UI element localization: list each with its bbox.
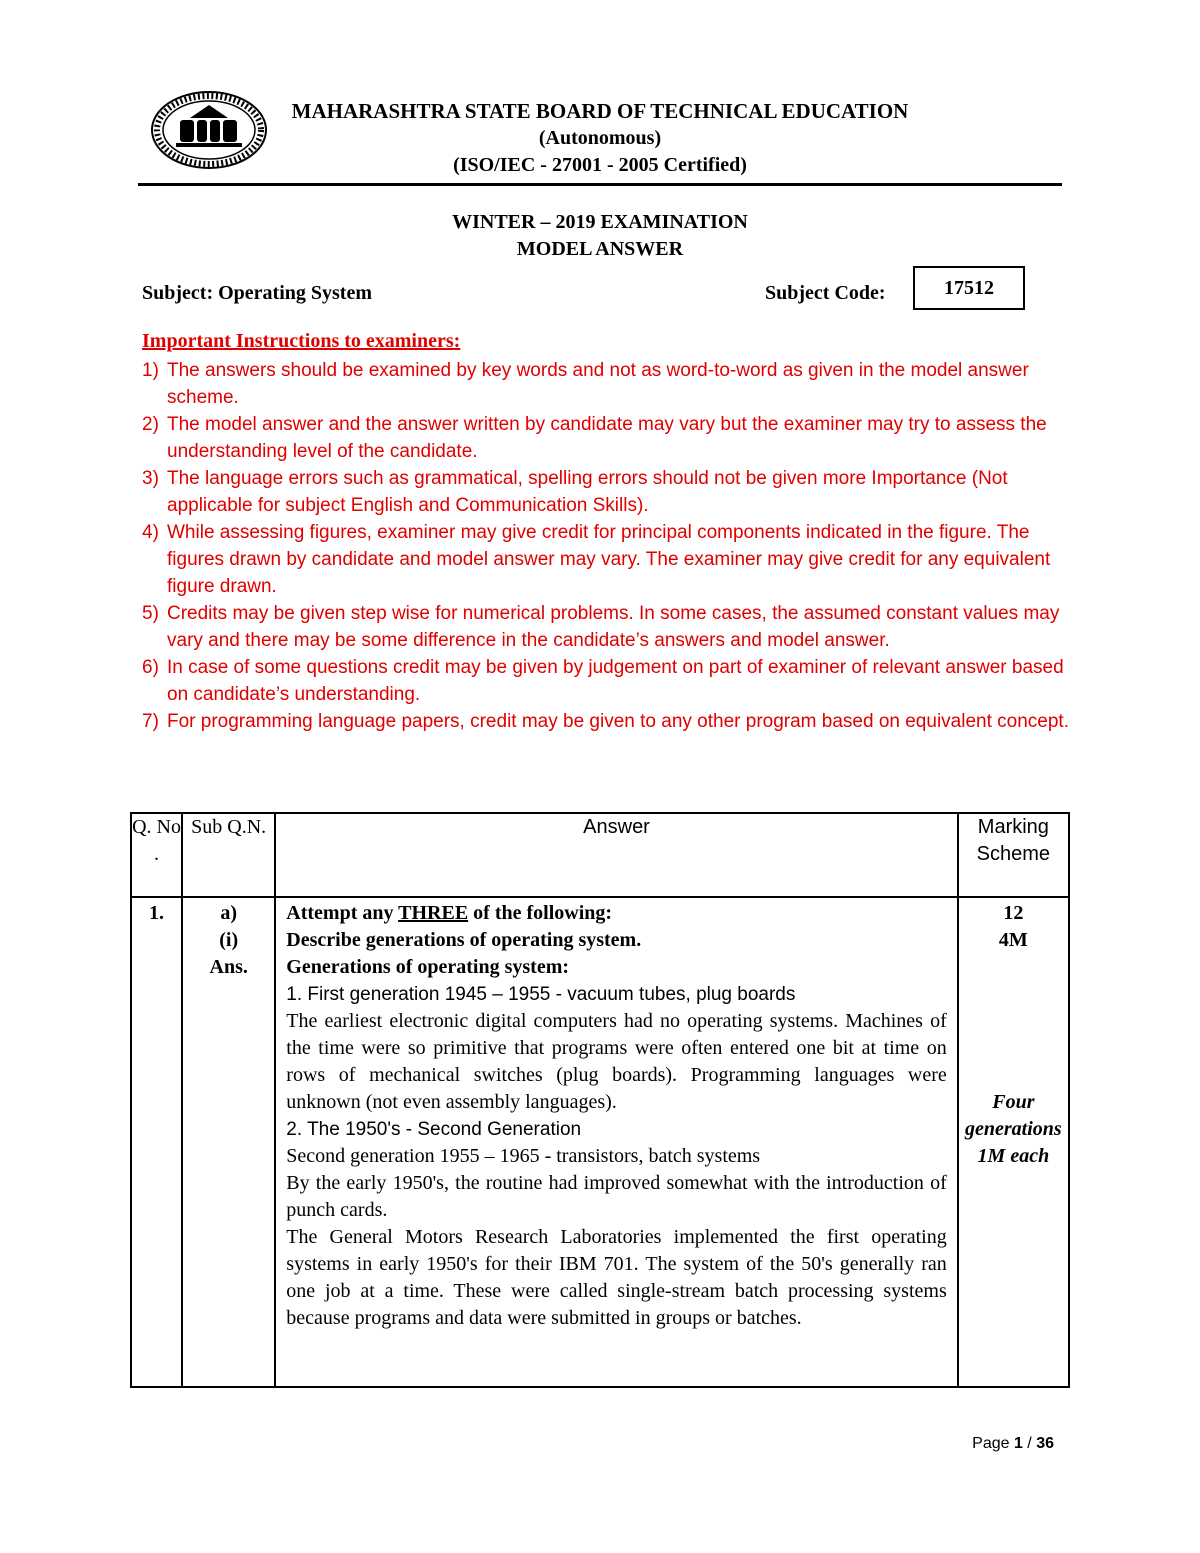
exam-title: WINTER – 2019 EXAMINATION <box>452 211 748 233</box>
exam-subtitle: MODEL ANSWER <box>516 238 684 260</box>
ans-label: Ans. <box>209 956 248 978</box>
instructions-title: Important Instructions to examiners: <box>142 330 461 352</box>
generation-2: 2. The 1950's - Second Generation <box>286 1119 582 1140</box>
generation-2-line: Second generation 1955 – 1965 - transistors, batch systems <box>286 1145 761 1167</box>
answer-heading: Generations of operating system: <box>286 956 570 978</box>
sub-label-a: a) <box>220 902 238 924</box>
instruction-item: 4) While assessing figures, examiner may give credit for principal components indicated in the figure. The figures drawn by candidate and model answer may vary. The examiner may give credit for any equivalent figure drawn. <box>142 522 1051 597</box>
board-logo <box>150 90 268 170</box>
total-marks: 12 <box>1003 902 1024 924</box>
page-total: 36 <box>1036 1435 1054 1452</box>
answer-cell <box>275 897 957 1387</box>
table-row <box>131 897 1069 1387</box>
header-divider <box>138 183 1062 186</box>
instructions-list <box>142 357 1072 735</box>
page-number: 1 <box>1013 1435 1023 1452</box>
sub-label-i: (i) <box>219 929 239 951</box>
answer-paragraph: The General Motors Research Laboratories implemented the first operating systems in early 1950's for their IBM 701. The system of the 50's generally ran one job at a time. These were called single-stream batch processing systems because programs and data were submitted in groups or batches. <box>286 1226 947 1329</box>
instruction-item: 5) Credits may be given step wise for numerical problems. In some cases, the assumed constant values may vary and there may be some difference in the candidate’s answers and model answer. <box>142 603 1060 651</box>
autonomous-label: (Autonomous) <box>538 127 662 149</box>
header-subqn: Sub Q.N. <box>182 813 275 897</box>
answer-paragraph: By the early 1950's, the routine had improved somewhat with the introduction of punch cards. <box>286 1172 947 1221</box>
subject-code-label: Subject Code: <box>765 282 886 304</box>
question-marks: 4M <box>998 929 1028 951</box>
subject-code-box: 17512 <box>913 266 1025 310</box>
subject-name: Subject: Operating System <box>142 282 372 304</box>
header-qno: Q. No . <box>131 813 182 897</box>
instruction-item: 1) The answers should be examined by key words and not as word-to-word as given in the model answer scheme. <box>142 360 1029 408</box>
marking-cell <box>958 897 1069 1387</box>
instruction-item: 3) The language errors such as grammatical, spelling errors should not be given more Importance (Not applicable for subject English and Communication Skills). <box>142 468 1008 516</box>
institution-name: MAHARASHTRA STATE BOARD OF TECHNICAL EDUCATION <box>291 99 909 123</box>
exam-heading <box>0 209 1200 263</box>
institution-header <box>270 98 930 179</box>
attempt-instruction: Attempt any THREE of the following: <box>286 902 613 924</box>
instruction-item: 7) For programming language papers, credit may be given to any other program based on equivalent concept. <box>142 711 1069 732</box>
generation-1: 1. First generation 1945 – 1955 - vacuum tubes, plug boards <box>286 984 796 1005</box>
table-header-row <box>131 813 1069 897</box>
marking-note: Four generations 1M each <box>965 1091 1062 1167</box>
certification-label: (ISO/IEC - 27001 - 2005 Certified) <box>453 154 747 176</box>
question-text: Describe generations of operating system. <box>286 929 642 951</box>
question-number: 1. <box>131 897 182 1387</box>
answer-table <box>130 812 1070 1388</box>
sub-question <box>182 897 275 1387</box>
answer-paragraph: The earliest electronic digital computers had no operating systems. Machines of the time were so primitive that programs were often entered one bit at time on rows of mechanical switches (plug boards). Programming languages were unknown (not even assembly languages). <box>286 1010 947 1113</box>
instruction-item: 2) The model answer and the answer written by candidate may vary but the examiner may try to assess the understanding level of the candidate. <box>142 414 1047 462</box>
instruction-item: 6) In case of some questions credit may be given by judgement on part of examiner of relevant answer based on candidate’s understanding. <box>142 657 1064 705</box>
header-answer: Answer <box>275 813 957 897</box>
page-footer: Page 1 / 36 <box>972 1435 1054 1452</box>
header-marking: Marking Scheme <box>958 813 1069 897</box>
